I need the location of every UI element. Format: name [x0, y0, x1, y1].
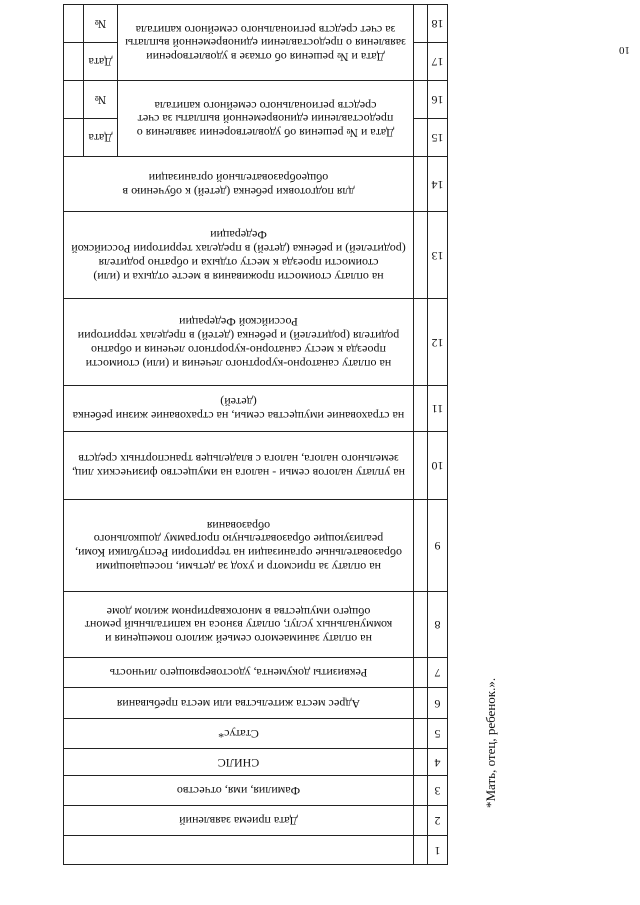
row-number: 13: [428, 212, 448, 299]
table-row: [63, 806, 447, 836]
row-label: Фамилия, имя, отчество: [63, 776, 413, 806]
row-label: для подготовки ребенка (детей) к обучению в общеобразовательной организации: [63, 157, 413, 212]
row-label: на уплату налогов семьи - налога на имущество физических лиц, земельного налога, налога с владельцев транспортных средств: [63, 432, 413, 500]
row-number: 4: [428, 749, 448, 776]
row-number: 17: [428, 43, 448, 81]
table-row: [63, 432, 447, 500]
table-row: [63, 719, 447, 749]
table-row: [63, 119, 447, 157]
table-row: [63, 836, 447, 865]
row-label: на страхование имущества семьи, на страхование жизни ребенка (детей): [63, 386, 413, 432]
table-row: [63, 386, 447, 432]
table-row: [63, 592, 447, 658]
row-number: 6: [428, 688, 448, 719]
table-row: [63, 749, 447, 776]
row-number: 7: [428, 658, 448, 688]
table-row: [63, 43, 447, 81]
register-table: [63, 4, 448, 865]
page-number: 10: [619, 44, 630, 56]
row-label: на оплату за присмотр и уход за детьми, посещающими образовательные организации на территории Республики Коми, реализующие образовательную программу дошкольного образования: [63, 500, 413, 592]
table-row: [63, 299, 447, 386]
row-number: 15: [428, 119, 448, 157]
table-row: [63, 157, 447, 212]
row-number: 16: [428, 81, 448, 119]
sub-header-date: Дата: [84, 119, 118, 157]
table-row: [63, 776, 447, 806]
row-number: 14: [428, 157, 448, 212]
row-number: 10: [428, 432, 448, 500]
row-number: 11: [428, 386, 448, 432]
row-number: 18: [428, 5, 448, 43]
group-label: Дата и № решения об удовлетворении заявления о предоставлении единовременной выплаты за счет средств регионального семейного капитала: [118, 81, 414, 157]
table-row: [63, 212, 447, 299]
row-label: Дата приема заявлений: [63, 806, 413, 836]
row-label: на оплату стоимости проживания в месте отдыха и (или) стоимости проезда к месту отдыха и обратно родителя (родителей) и ребенка (детей) в пределах территории Российской Федерации: [63, 212, 413, 299]
table-row: [63, 688, 447, 719]
row-number: 3: [428, 776, 448, 806]
group-label: Дата и № решения об отказе в удовлетворении заявления о предоставлении единовременной выплаты за счет средств регионального семейного капитала: [118, 5, 414, 81]
footnote: *Мать, отец, ребенок.».: [483, 677, 498, 808]
row-label: Реквизиты документа, удостоверяющего личность: [63, 658, 413, 688]
row-number: 5: [428, 719, 448, 749]
row-label: на оплату санаторно-курортного лечения и (или) стоимости проезда к месту санаторно-курортного лечения и обратно родителя (родителей) и ребенка (детей) в пределах территории Российской Федерации: [63, 299, 413, 386]
row-number: 2: [428, 806, 448, 836]
row-number: 1: [428, 836, 448, 865]
row-label: Статус*: [63, 719, 413, 749]
row-label: СНИЛС: [63, 749, 413, 776]
row-number: 8: [428, 592, 448, 658]
row-label: на оплату занимаемого семьей жилого помещения и коммунальных услуг, оплату взноса на капитальный ремонт общего имущества в многоквартирном жилом доме: [63, 592, 413, 658]
row-label: [63, 836, 413, 865]
table-row: [63, 658, 447, 688]
row-label: Адрес места жительства или места пребывания: [63, 688, 413, 719]
table-row: [63, 500, 447, 592]
row-number: 9: [428, 500, 448, 592]
row-number: 12: [428, 299, 448, 386]
sub-header-number: №: [84, 81, 118, 119]
sub-header-number: №: [84, 5, 118, 43]
sub-header-date: Дата: [84, 43, 118, 81]
